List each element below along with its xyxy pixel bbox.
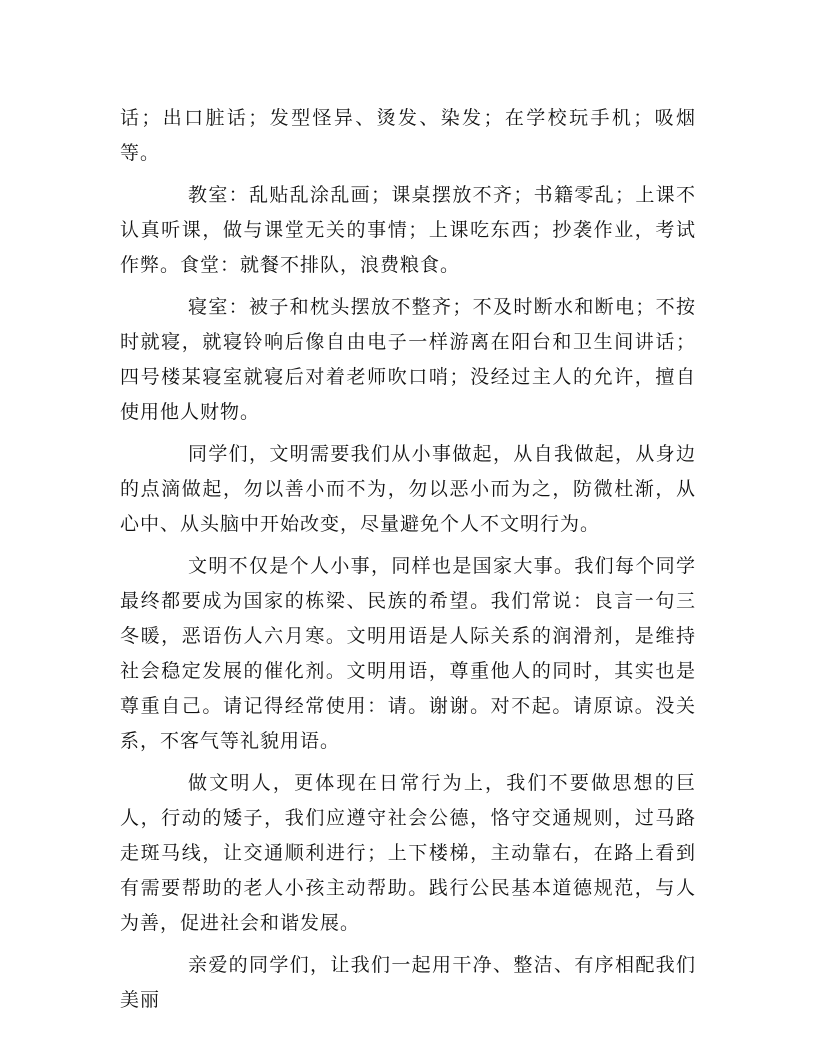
paragraph-classroom: 教室：乱贴乱涂乱画；课桌摆放不齐；书籍零乱；上课不认真听课，做与课堂无关的事情；上课吃东西；抄袭作业，考试作弊。食堂：就餐不排队，浪费粮食。 (120, 184, 696, 276)
document-body (120, 101, 696, 1025)
paragraph-dormitory: 寝室：被子和枕头摆放不整齐；不及时断水和断电；不按时就寝，就寝铃响后像自由电子一样游离在阳台和卫生间讲话；四号楼某寝室就寝后对着老师吹口哨；没经过主人的允许，擅自使用他人财物。 (120, 296, 696, 423)
paragraph-start-small: 同学们，文明需要我们从小事做起，从自我做起，从身边的点滴做起，勿以善小而不为，勿以恶小而为之，防微杜渐，从心中、从头脑中开始改变，尽量避免个人不文明行为。 (120, 443, 696, 535)
paragraph-closing: 亲爱的同学们，让我们一起用干净、整洁、有序相配我们美丽 (120, 954, 696, 1011)
paragraph-civil-behavior: 做文明人，更体现在日常行为上，我们不要做思想的巨人，行动的矮子，我们应遵守社会公德，恪守交通规则，过马路走斑马线，让交通顺利进行；上下楼梯，主动靠右，在路上看到有需要帮助的老人小孩主动帮助。践行公民基本道德规范，与人为善，促进社会和谐发展。 (120, 772, 696, 934)
paragraph-continuation: 话；出口脏话；发型怪异、烫发、染发；在学校玩手机；吸烟等。 (120, 107, 696, 164)
paragraph-civil-language: 文明不仅是个人小事，同样也是国家大事。我们每个同学最终都要成为国家的栋梁、民族的希望。我们常说：良言一句三冬暖，恶语伤人六月寒。文明用语是人际关系的润滑剂，是维持社会稳定发展的催化剂。文明用语，尊重他人的同时，其实也是尊重自己。请记得经常使用：请。谢谢。对不起。请原谅。没关系，不客气等礼貌用语。 (120, 555, 696, 752)
